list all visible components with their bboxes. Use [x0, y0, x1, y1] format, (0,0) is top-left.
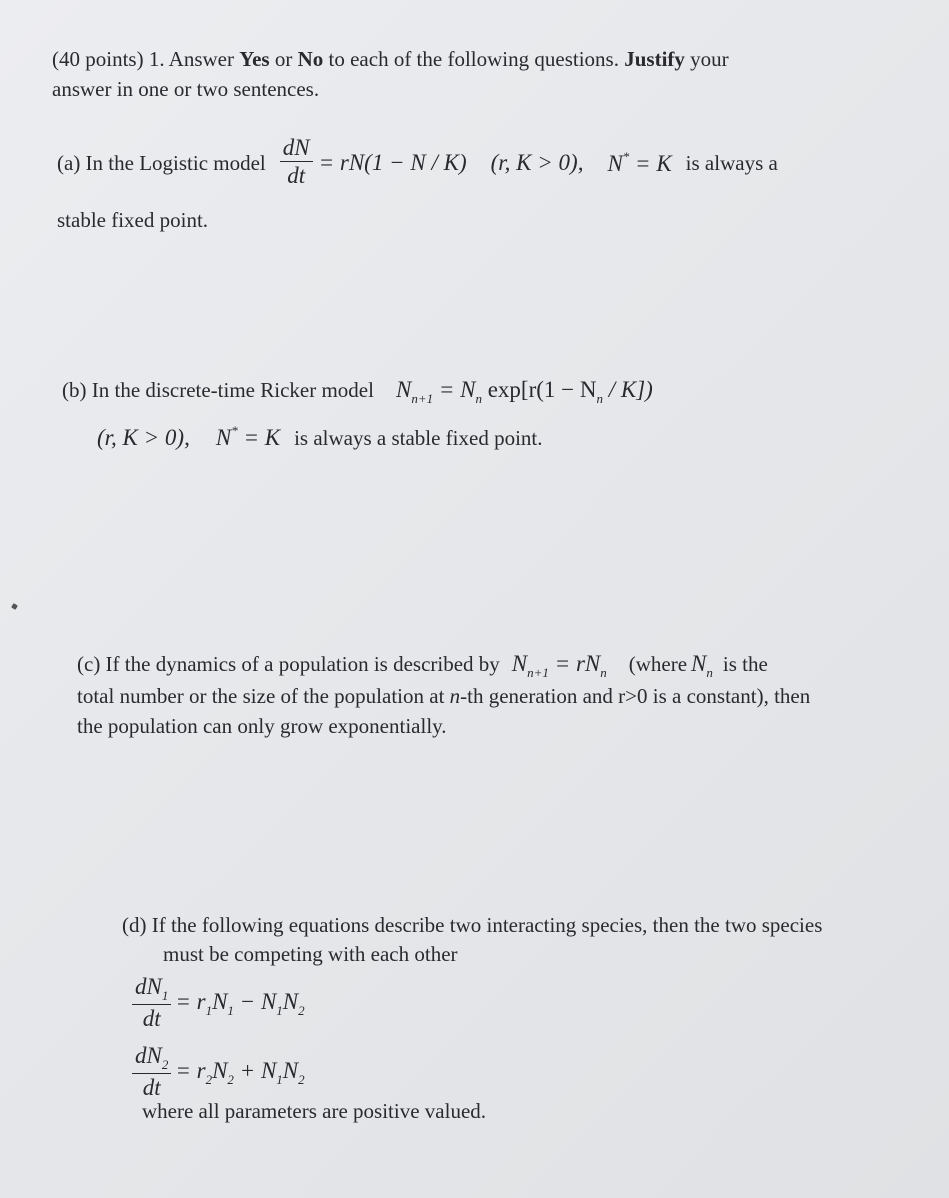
question-c-intro: (c) If the dynamics of a population is described by [77, 652, 500, 676]
header-line-2: answer in one or two sentences. [52, 77, 320, 101]
ricker-equation: $N_{n+1} = N_n$ $\exp[r(1 - N_n / K])$ [395, 377, 653, 406]
growth-equation: $N_{n+1} = rN_n$ [511, 651, 607, 680]
question-c: (c) If the dynamics of a population is described by $N_{n+1} = rN_n$ (where $N_n$ is the [77, 651, 768, 680]
species-equation-2: $\frac{dN_2}{dt}$ = $r_2N_2 + N_1N_2$ [132, 1043, 305, 1103]
question-d-line-1: (d) If the following equations describe two interacting species, then the two species [122, 913, 823, 937]
question-header: (40 points) 1. Answer Yes or No to each of the following questions. Justify your [52, 47, 729, 71]
question-d-line-2: must be competing with each other [163, 942, 458, 966]
yes-keyword: Yes [239, 47, 270, 71]
question-b-line-2: (r, K > 0), N* = K is always a stable fixed point. [97, 423, 543, 450]
ricker-condition: (r, K > 0), [97, 425, 190, 450]
question-c-line-2: total number or the size of the population at n-th generation and r>0 is a constant), then [77, 684, 811, 708]
species-equation-1: $\frac{dN_1}{dt}$ = $r_1N_1 - N_1N_2$ [132, 974, 305, 1034]
question-c-line-3: the population can only grow exponentially. [77, 714, 447, 738]
question-b [62, 377, 653, 407]
question-a-line-2: stable fixed point. [57, 208, 209, 232]
no-keyword: No [297, 47, 324, 71]
points-label: (40 points) 1. [52, 47, 165, 71]
question-d-footer: where all parameters are positive valued. [142, 1099, 487, 1123]
question-a: (a) In the Logistic model $\frac{dN}{dt}$ = rN(1 − N / K) (r, K > 0), N* = K is always a [57, 135, 778, 191]
logistic-rhs: = rN(1 − N / K) [318, 150, 467, 176]
ricker-fixed-point: N* = K [215, 423, 281, 450]
question-b-intro: (b) In the discrete-time Ricker model [62, 378, 374, 402]
logistic-condition: (r, K > 0), [490, 150, 584, 176]
question-a-intro: (a) In the Logistic model [57, 150, 266, 175]
justify-keyword: Justify [624, 47, 685, 71]
fixed-point-expr: N* = K [607, 149, 672, 177]
stray-mark [11, 603, 18, 610]
logistic-derivative: $\frac{dN}{dt}$ [280, 135, 313, 191]
